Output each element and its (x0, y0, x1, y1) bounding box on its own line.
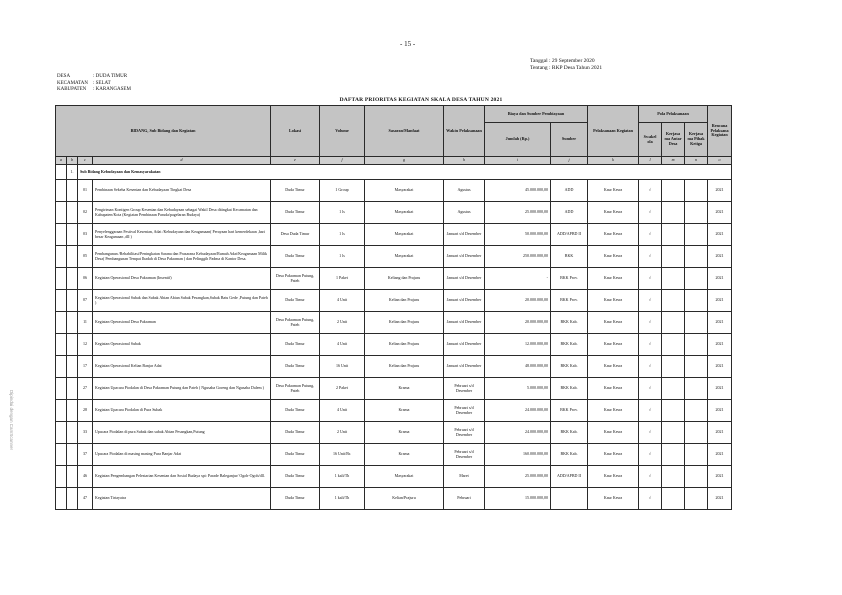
location-cell: Duda Timur (271, 356, 320, 378)
location-cell: Duda Timur (271, 180, 320, 202)
table-row (56, 356, 732, 378)
blank-cell-a (56, 400, 67, 422)
table-body (56, 165, 732, 510)
blank-cell-b (67, 466, 78, 488)
target-cell: Krama (365, 400, 444, 422)
blank-cell-a (56, 180, 67, 202)
source-cell: BKK Kab. (551, 422, 588, 444)
column-index: l (639, 157, 662, 165)
source-cell: BKK Kab. (551, 356, 588, 378)
blank-cell-b (67, 268, 78, 290)
section-title: Sub Bidang Kebudayaan dan Kemasyarakatan (78, 165, 732, 180)
time-cell: Agustus (444, 202, 485, 224)
kerjasama-pihak-cell (685, 246, 708, 268)
source-cell: BKK Kab. (551, 312, 588, 334)
year-cell: 2021 (708, 488, 732, 510)
blank-cell-b (67, 202, 78, 224)
swakelola-check: √ (639, 312, 662, 334)
source-cell: BKK Kab. (551, 334, 588, 356)
row-number: 05 (78, 246, 93, 268)
year-cell: 2021 (708, 224, 732, 246)
row-number: 11 (78, 312, 93, 334)
source-cell: BKK (551, 246, 588, 268)
kerjasama-pihak-cell (685, 422, 708, 444)
amount-cell: 250.000.000,00 (485, 246, 551, 268)
year-cell: 2021 (708, 444, 732, 466)
location-cell: Duda Timur (271, 400, 320, 422)
activity-name: Upacara Piodalan di pura Subak dan subak Abian Pesangkan,Putung (93, 422, 271, 444)
executor-cell: Kaur Kesra (588, 180, 639, 202)
table-row (56, 422, 732, 444)
scanner-watermark: Dipindai dengan CamScanner (9, 390, 14, 451)
volume-cell: 4 Unit (320, 334, 365, 356)
executor-cell: Kaur Kesra (588, 356, 639, 378)
activity-name: Kegiatan Upacara Piodalan di Pura Subak (93, 400, 271, 422)
swakelola-check: √ (639, 466, 662, 488)
executor-cell: Kaur Kesra (588, 224, 639, 246)
blank-cell-a (56, 334, 67, 356)
target-cell: Kelian/Prajuru (365, 488, 444, 510)
table-row (56, 444, 732, 466)
row-number: 17 (78, 356, 93, 378)
kerjasama-desa-cell (662, 488, 685, 510)
row-number: 46 (78, 466, 93, 488)
row-number: 07 (78, 290, 93, 312)
time-cell: Januari s/d Desember (444, 312, 485, 334)
year-cell: 2021 (708, 312, 732, 334)
blank-cell-a (56, 312, 67, 334)
kerjasama-pihak-cell (685, 180, 708, 202)
amount-cell: 24.000.000,00 (485, 422, 551, 444)
year-cell: 2021 (708, 268, 732, 290)
source-cell: BKK Prov. (551, 268, 588, 290)
blank-cell-b (67, 290, 78, 312)
column-index: m (662, 157, 685, 165)
location-cell: Duda Timur (271, 444, 320, 466)
year-cell: 2021 (708, 356, 732, 378)
amount-cell: 24.000.000,00 (485, 400, 551, 422)
swakelola-check: √ (639, 334, 662, 356)
location-desa: DESA : DUDA TIMUR (57, 74, 128, 79)
volume-cell: 16 Unit (320, 356, 365, 378)
column-index: c (78, 157, 93, 165)
swakelola-check: √ (639, 268, 662, 290)
activity-name: Kegiatan Operasional Kelian Banjar Adat (93, 356, 271, 378)
header-rencana: Rencana Pelaksana Kegiatan (708, 106, 732, 157)
table-row (56, 400, 732, 422)
location-cell: Desa Duda Timur (271, 224, 320, 246)
header-waktu: Waktu Pelaksanaan (444, 106, 485, 157)
volume-cell: 4 Unit (320, 400, 365, 422)
target-cell: Kelian dan Prajuru (365, 312, 444, 334)
swakelola-check: √ (639, 422, 662, 444)
blank-cell-b (67, 356, 78, 378)
blank-cell-b (67, 422, 78, 444)
blank-cell-a (56, 224, 67, 246)
kerjasama-desa-cell (662, 246, 685, 268)
target-cell: Krama (365, 378, 444, 400)
time-cell: Januari s/d Desember (444, 334, 485, 356)
column-index: a (56, 157, 67, 165)
volume-cell: 2 Paket (320, 378, 365, 400)
row-number: 02 (78, 202, 93, 224)
kerjasama-pihak-cell (685, 356, 708, 378)
header-lokasi: Lokasi (271, 106, 320, 157)
kerjasama-pihak-cell (685, 268, 708, 290)
volume-cell: 1 kali/Th (320, 466, 365, 488)
target-cell: Masyarakat (365, 180, 444, 202)
header-jumlah: Jumlah (Rp.) (485, 123, 551, 157)
column-index: i (485, 157, 551, 165)
activity-name: Kegiatan Upacara Piodalan di Desa Pakraman Putung dan Pateh ( Ngusaba Goreng dan Ngusaba Dalem ) (93, 378, 271, 400)
year-cell: 2021 (708, 400, 732, 422)
year-cell: 2021 (708, 334, 732, 356)
location-cell: Duda Timur (271, 290, 320, 312)
source-cell: ADD/APBD II (551, 224, 588, 246)
executor-cell: Kaur Kesra (588, 444, 639, 466)
table-row (56, 488, 732, 510)
header-sumber: Sumber (551, 123, 588, 157)
volume-cell: 1 ls (320, 224, 365, 246)
column-index-row (56, 157, 732, 165)
kerjasama-desa-cell (662, 400, 685, 422)
blank-cell-a (56, 356, 67, 378)
executor-cell: Kaur Kesra (588, 268, 639, 290)
header-bidang: BIDANG, Sub Bidang dan Kegiatan (56, 106, 271, 157)
blank-cell-b (67, 334, 78, 356)
executor-cell: Kaur Kesra (588, 246, 639, 268)
blank-cell-b (67, 378, 78, 400)
executor-cell: Kaur Kesra (588, 334, 639, 356)
target-cell: Krama (365, 422, 444, 444)
decree-info (530, 58, 602, 72)
blank-cell-b (67, 246, 78, 268)
time-cell: Pebruari (444, 488, 485, 510)
executor-cell: Kaur Kesra (588, 202, 639, 224)
kerjasama-desa-cell (662, 466, 685, 488)
row-number: 27 (78, 378, 93, 400)
year-cell: 2021 (708, 422, 732, 444)
source-cell: ADD (551, 202, 588, 224)
row-number: 01 (78, 180, 93, 202)
table-row (56, 224, 732, 246)
column-index: f (320, 157, 365, 165)
header-swakelola: Swakel ola (639, 123, 662, 157)
swakelola-check: √ (639, 224, 662, 246)
row-number: 33 (78, 422, 93, 444)
location-kabupaten: KABUPATEN : KARANGASEM (57, 87, 131, 92)
kerjasama-desa-cell (662, 290, 685, 312)
target-cell: Masyarakat (365, 466, 444, 488)
header-kerjasama-antar-desa: Kerjasa ma Antar Desa (662, 123, 685, 157)
swakelola-check: √ (639, 444, 662, 466)
volume-cell: 2 Unit (320, 422, 365, 444)
activity-name: Penyelenggaraan Festival Kesenian, Adat /Kebudayaan dan Keagamaan( Perayaan hari kemerdekaan ,hari besar Keagamaan ,dll ) (93, 224, 271, 246)
swakelola-check: √ (639, 180, 662, 202)
source-cell: ADD/APBD II (551, 466, 588, 488)
volume-cell: 1 Group (320, 180, 365, 202)
row-number: 37 (78, 444, 93, 466)
time-cell: Januari s/d Desember (444, 290, 485, 312)
time-cell: Pebruari s/d Desember (444, 400, 485, 422)
location-cell: Duda Timur (271, 246, 320, 268)
amount-cell: 25.000.000,00 (485, 466, 551, 488)
column-index: k (588, 157, 639, 165)
row-number: 03 (78, 224, 93, 246)
swakelola-check: √ (639, 246, 662, 268)
kerjasama-pihak-cell (685, 444, 708, 466)
column-index: b (67, 157, 78, 165)
amount-cell: 160.000.000,00 (485, 444, 551, 466)
kerjasama-pihak-cell (685, 202, 708, 224)
volume-cell: 2 Unit (320, 312, 365, 334)
time-cell: Januari s/d Desember (444, 268, 485, 290)
amount-cell: 20.000.000,00 (485, 290, 551, 312)
table-row (56, 378, 732, 400)
volume-cell: 1 ls (320, 202, 365, 224)
blank-cell-b (67, 312, 78, 334)
header-biaya-group: Biaya dan Sumber Pembiayaan (485, 106, 588, 123)
volume-cell: 1 kali/Th (320, 488, 365, 510)
table-row (56, 312, 732, 334)
year-cell: 2021 (708, 246, 732, 268)
column-index: d (93, 157, 271, 165)
row-number: 12 (78, 334, 93, 356)
activity-name: Kegiatan Operasional Subak dan Subak Abian Abian Subak Pesangkan,Subak Batu Gede ,Putung dan Pateh ) (93, 290, 271, 312)
page-number: - 15 - (400, 40, 416, 48)
volume-cell: 1 ls (320, 246, 365, 268)
table-header (56, 106, 732, 165)
amount-cell: 15.000.000,00 (485, 488, 551, 510)
swakelola-check: √ (639, 356, 662, 378)
time-cell: Pebruari s/d Desember (444, 378, 485, 400)
activity-name: Pengiriman Kontigen Group Kesenian dan Kebudayaan sebagai Wakil Desa ditingkat Kecamatan dan Kabupaten/Kota (Kegiatan Pembinaan Paruda/pagelaran Budaya) (93, 202, 271, 224)
executor-cell: Kaur Kesra (588, 466, 639, 488)
blank-cell-a (56, 488, 67, 510)
location-cell: Duda Timur (271, 488, 320, 510)
source-cell: ADD (551, 180, 588, 202)
table-title: DAFTAR PRIORITAS KEGIATAN SKALA DESA TAHUN 2021 (339, 97, 503, 103)
column-index: g (365, 157, 444, 165)
year-cell: 2021 (708, 290, 732, 312)
target-cell: Masyarakat (365, 224, 444, 246)
year-cell: 2021 (708, 202, 732, 224)
amount-cell: 5.000.000,00 (485, 378, 551, 400)
executor-cell: Kaur Kesra (588, 290, 639, 312)
time-cell: Pebruari s/d Desember (444, 444, 485, 466)
table-row (56, 466, 732, 488)
amount-cell: 20.000.000,00 (485, 312, 551, 334)
section-row (56, 165, 732, 180)
time-cell: Januari s/d Desember (444, 356, 485, 378)
target-cell: Keliang dan Prajuru (365, 268, 444, 290)
year-cell: 2021 (708, 466, 732, 488)
location-kecamatan: KECAMATAN : SELAT (57, 80, 111, 86)
target-cell: Masyarakat (365, 246, 444, 268)
priority-table (55, 105, 732, 510)
time-cell: Januari s/d Desember (444, 246, 485, 268)
amount-cell: 48.000.000,00 (485, 356, 551, 378)
target-cell: Krama (365, 444, 444, 466)
row-number: 28 (78, 400, 93, 422)
activity-name: Kegiatan Operasional Desa Pakraman (Insentif) (93, 268, 271, 290)
decree-subject: Tentang : RKP Desa Tahun 2021 (530, 65, 603, 71)
row-number: 47 (78, 488, 93, 510)
swakelola-check: √ (639, 400, 662, 422)
time-cell: Maret (444, 466, 485, 488)
kerjasama-pihak-cell (685, 466, 708, 488)
location-cell: Duda Timur (271, 422, 320, 444)
location-cell: Desa Pakraman Putung, Pateh (271, 378, 320, 400)
activity-name: Kegiatan Pengembangan Pelestarian Kesenian dan Sosial Budaya spt: Parade Baleganjur/ Ogoh-Ogoh/dll. (93, 466, 271, 488)
blank-cell-b (67, 444, 78, 466)
blank-cell-a (56, 422, 67, 444)
header-volume: Volume (320, 106, 365, 157)
header-pola-group: Pola Pelaksanaan (639, 106, 708, 123)
column-index: n (685, 157, 708, 165)
kerjasama-pihak-cell (685, 312, 708, 334)
executor-cell: Kaur Kesra (588, 312, 639, 334)
location-info (57, 74, 131, 94)
source-cell: BKK Kab. (551, 444, 588, 466)
amount-cell: 50.000.000,00 (485, 224, 551, 246)
kerjasama-desa-cell (662, 444, 685, 466)
row-number: 06 (78, 268, 93, 290)
blank-cell-a (56, 466, 67, 488)
kerjasama-pihak-cell (685, 488, 708, 510)
location-cell: Duda Timur (271, 466, 320, 488)
kerjasama-pihak-cell (685, 400, 708, 422)
source-cell: BKK Prov. (551, 400, 588, 422)
blank-cell-a (56, 268, 67, 290)
blank-cell-b (67, 400, 78, 422)
volume-cell: 1 Paket (320, 268, 365, 290)
time-cell: Januari s/d Desember (444, 224, 485, 246)
header-pelaksanaan: Pelaksanaan Kegiatan (588, 106, 639, 157)
kerjasama-desa-cell (662, 356, 685, 378)
location-cell: Duda Timur (271, 334, 320, 356)
column-index: e (271, 157, 320, 165)
table-row (56, 180, 732, 202)
executor-cell: Kaur Kesra (588, 488, 639, 510)
column-index: h (444, 157, 485, 165)
section-number: 1. (67, 165, 78, 180)
blank-cell-a (56, 290, 67, 312)
year-cell: 2021 (708, 180, 732, 202)
target-cell: Kelian dan Prajuru (365, 356, 444, 378)
column-index: j (551, 157, 588, 165)
kerjasama-desa-cell (662, 202, 685, 224)
target-cell: Kelian dan Prajuru (365, 334, 444, 356)
kerjasama-desa-cell (662, 334, 685, 356)
kerjasama-pihak-cell (685, 334, 708, 356)
kerjasama-pihak-cell (685, 290, 708, 312)
target-cell: Kelian dan Prajuru (365, 290, 444, 312)
header-kerjasama-pihak-ketiga: Kerjasa ma Pihak Ketiga (685, 123, 708, 157)
kerjasama-desa-cell (662, 422, 685, 444)
activity-name: Kegiatan Operasional Subak (93, 334, 271, 356)
activity-name: Kegiatan Tirtayatra (93, 488, 271, 510)
blank-cell-a (56, 444, 67, 466)
year-cell: 2021 (708, 378, 732, 400)
kerjasama-desa-cell (662, 268, 685, 290)
time-cell: Agustus (444, 180, 485, 202)
blank-cell-a (56, 202, 67, 224)
kerjasama-pihak-cell (685, 378, 708, 400)
table-row (56, 290, 732, 312)
header-sasaran: Sasaran/Manfaat (365, 106, 444, 157)
volume-cell: 16 Unit/Br. (320, 444, 365, 466)
activity-name: Upacara Piodalan di masing masing Pura Banjar Adat (93, 444, 271, 466)
activity-name: Pembangunan /Rehabilitasi/Peningkatan Sarana dan Prasarana Kebudayaan/Rumah Adat/Keagamaan Milik Desa( Pembangunan Tempat Ibadah di Desa Pakraman ) dan Pelinggih Padma di Kantor Desa. (93, 246, 271, 268)
swakelola-check: √ (639, 290, 662, 312)
location-cell: Desa Pakraman Putung, Pateh (271, 268, 320, 290)
column-index: o (708, 157, 732, 165)
executor-cell: Kaur Kesra (588, 400, 639, 422)
volume-cell: 4 Unit (320, 290, 365, 312)
location-cell: Duda Timur (271, 202, 320, 224)
blank-cell-b (67, 488, 78, 510)
table-row (56, 334, 732, 356)
swakelola-check: √ (639, 488, 662, 510)
table-row (56, 202, 732, 224)
amount-cell: - (485, 268, 551, 290)
swakelola-check: √ (639, 378, 662, 400)
blank-cell-b (67, 224, 78, 246)
table-row (56, 246, 732, 268)
time-cell: Pebruari s/d Desember (444, 422, 485, 444)
amount-cell: 45.000.000,00 (485, 180, 551, 202)
kerjasama-desa-cell (662, 378, 685, 400)
swakelola-check: √ (639, 202, 662, 224)
table-row (56, 268, 732, 290)
kerjasama-desa-cell (662, 312, 685, 334)
blank-cell-a (56, 378, 67, 400)
amount-cell: 12.000.000,00 (485, 334, 551, 356)
source-cell (551, 488, 588, 510)
location-cell: Desa Pakraman Putung, Pateh (271, 312, 320, 334)
source-cell: BKK Kab. (551, 378, 588, 400)
amount-cell: 25.000.000,00 (485, 202, 551, 224)
executor-cell: Kaur Kesra (588, 422, 639, 444)
kerjasama-desa-cell (662, 224, 685, 246)
activity-name: Pembinaan Sekeha Kesenian dan Kebudayaan Tingkat Desa (93, 180, 271, 202)
decree-date: Tanggal : 29 September 2020 (530, 58, 595, 64)
blank-cell-b (67, 180, 78, 202)
kerjasama-desa-cell (662, 180, 685, 202)
kerjasama-pihak-cell (685, 224, 708, 246)
blank-cell-a (56, 246, 67, 268)
executor-cell: Kaur Kesra (588, 378, 639, 400)
source-cell: BKK Prov. (551, 290, 588, 312)
activity-name: Kegiatan Operasional Desa Pakraman (93, 312, 271, 334)
target-cell: Masyarakat (365, 202, 444, 224)
